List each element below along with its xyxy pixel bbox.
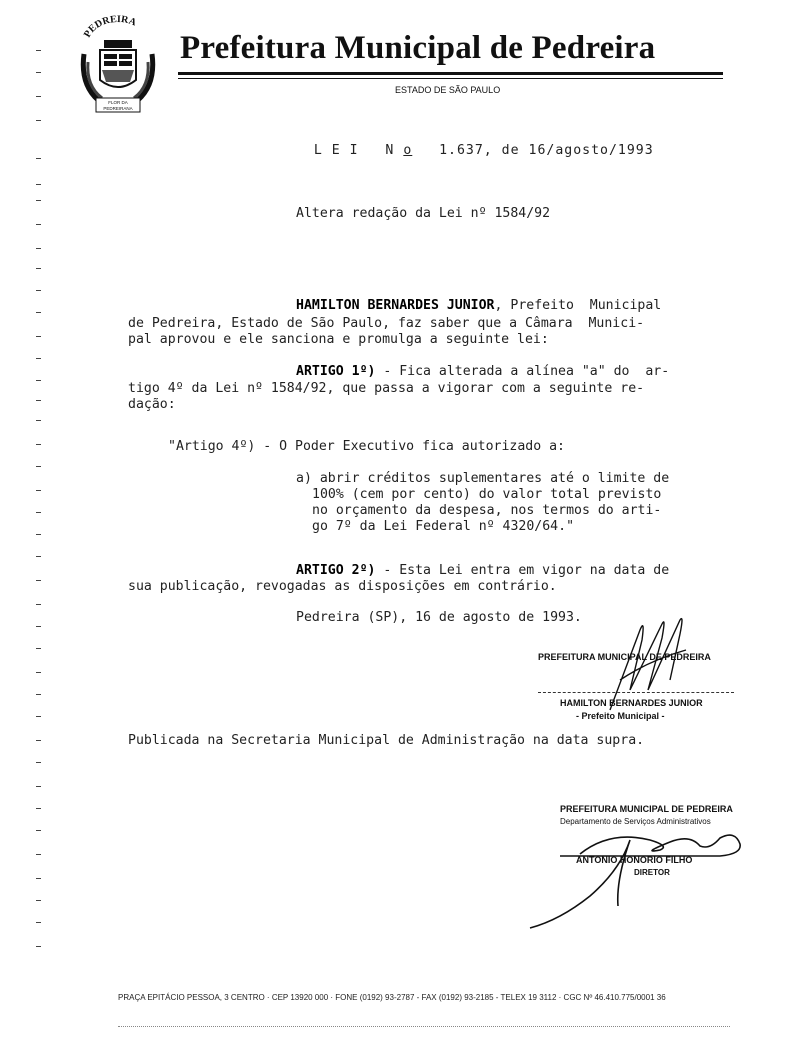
item-a-line-4: go 7º da Lei Federal nº 4320/64." — [312, 519, 575, 534]
law-number-label: N — [385, 143, 395, 158]
intro-line-1: HAMILTON BERNARDES JUNIOR, Prefeito Municipal — [296, 298, 662, 313]
article-2-line-1: ARTIGO 2º) - Esta Lei entra em vigor na data de — [296, 563, 670, 578]
law-label: L E I — [313, 143, 359, 158]
article-2-label: ARTIGO 2º) — [296, 563, 376, 578]
law-summary: Altera redação da Lei nº 1584/92 — [296, 206, 551, 221]
municipal-crest-logo — [78, 14, 158, 124]
stamp-prefeitura-1: PREFEITURA MUNICIPAL DE PEDREIRA — [538, 652, 711, 662]
signature-line-1 — [538, 692, 734, 693]
svg-text:FLOR DA: FLOR DA — [108, 100, 128, 105]
mayor-name: HAMILTON BERNARDES JUNIOR — [296, 298, 495, 313]
publication-note: Publicada na Secretaria Municipal de Administração na data supra. — [128, 733, 645, 748]
footer-address: PRAÇA EPITÁCIO PESSOA, 3 CENTRO · CEP 13920 000 · FONE (0192) 93-2787 - FAX (0192) 93-2185 - TELEX 19 3112 · CGC Nº 46.410.775/0001 36 — [118, 993, 666, 1002]
date-line: Pedreira (SP), 16 de agosto de 1993. — [296, 610, 582, 625]
department-stamp: Departamento de Serviços Administrativos — [560, 817, 711, 826]
article-2-line-2: sua publicação, revogadas as disposições em contrário. — [128, 579, 557, 594]
mayor-name-stamp: HAMILTON BERNARDES JUNIOR — [560, 698, 703, 708]
mayor-role-stamp: - Prefeito Municipal - — [576, 711, 665, 721]
state-label: ESTADO DE SÃO PAULO — [395, 85, 501, 95]
stamp-prefeitura-2: PREFEITURA MUNICIPAL DE PEDREIRA — [560, 804, 733, 814]
article-1-line-1: ARTIGO 1º) - Fica alterada a alínea "a" do ar- — [296, 364, 670, 379]
law-number: 1.637, de 16/agosto/1993 — [439, 143, 654, 158]
law-heading — [296, 128, 654, 158]
director-name-stamp: ANTONIO HONORIO FILHO — [576, 855, 693, 865]
director-role-stamp: DIRETOR — [634, 868, 670, 877]
item-a-line-1: a) abrir créditos suplementares até o limite de — [296, 471, 670, 486]
page-title: Prefeitura Municipal de Pedreira — [180, 30, 656, 66]
article-1-line-3: dação: — [128, 397, 176, 412]
article-1-label: ARTIGO 1º) — [296, 364, 376, 379]
item-a-line-3: no orçamento da despesa, nos termos do arti- — [312, 503, 662, 518]
item-a-line-2: 100% (cem por cento) do valor total previsto — [312, 487, 662, 502]
article-1-line-2: tigo 4º da Lei nº 1584/92, que passa a vigorar com a seguinte re- — [128, 381, 645, 396]
bottom-dotted-line — [118, 1026, 730, 1027]
title-rule-thin — [178, 78, 723, 79]
title-rule — [178, 72, 723, 75]
quoted-article-4: "Artigo 4º) - O Poder Executivo fica autorizado a: — [168, 439, 565, 454]
svg-text:PEDREIRANA: PEDREIRANA — [103, 106, 133, 111]
intro-line-3: pal aprovou e ele sanciona e promulga a seguinte lei: — [128, 332, 549, 347]
intro-line-2: de Pedreira, Estado de São Paulo, faz saber que a Câmara Munici- — [128, 316, 645, 331]
svg-text:PEDREIRA — [82, 14, 138, 40]
crest-text-top: PEDREIRA — [81, 14, 138, 40]
law-number-sup: o — [403, 143, 413, 158]
